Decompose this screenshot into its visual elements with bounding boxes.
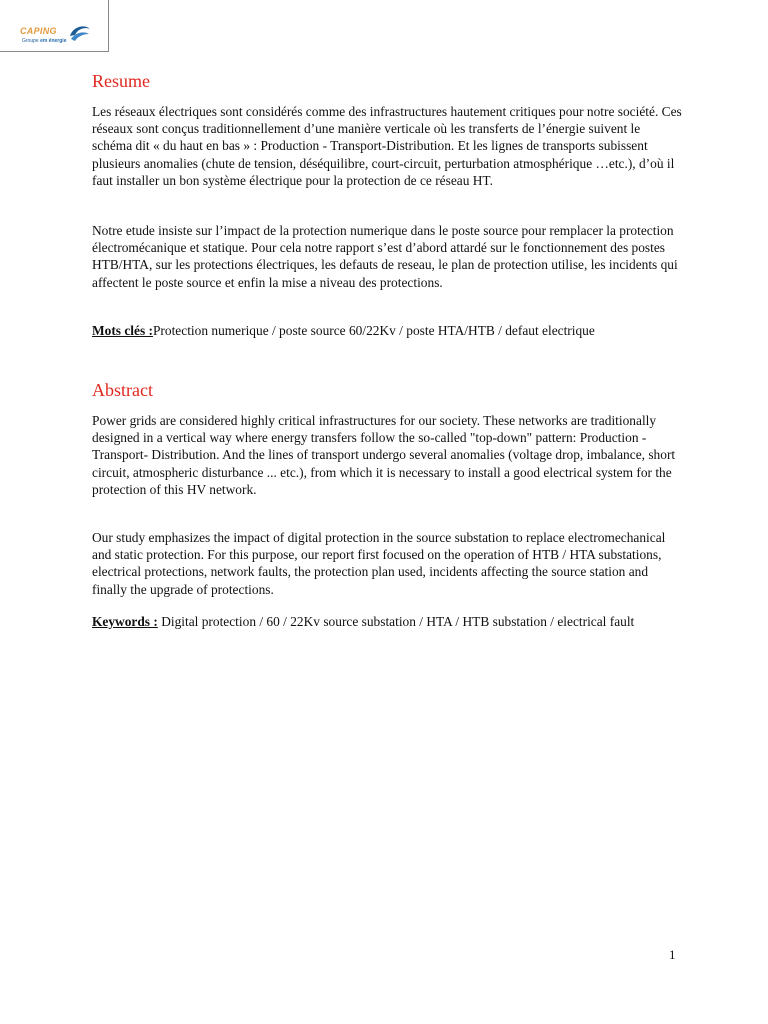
abstract-paragraph-2: Our study emphasizes the impact of digital protection in the source substation to replace electromechanical and static protection. For this purpose, our report first focused on the operation of HTB / HTA substations, electrical protections, network faults, the protection plan used, incidents affecting the source station and finally the upgrade of protections. (92, 530, 666, 597)
resume-title: Resume (92, 71, 150, 91)
abstract-title: Abstract (92, 380, 153, 400)
abstract-keywords-text: Digital protection / 60 / 22Kv source substation / HTA / HTB substation / electrical fault (157, 614, 635, 629)
resume-paragraph-1: Les réseaux électriques sont considérés comme des infrastructures hautement critiques pour notre société. Ces réseaux sont conçus traditionnellement d’une manière verticale où les transferts de l’énergie suivent le schéma dit « du haut en bas » : Production - Transport-Distribution. Et les lignes de transports subissent plusieurs anomalies (chute de tension, déséquilibre, court-circuit, perturbation atmosphérique …etc.), d’où il faut installer un bon système électrique pour la protection de ce réseau HT. (92, 104, 682, 188)
abstract-paragraph-1: Power grids are considered highly critical infrastructures for our society. These networks are traditionally designed in a vertical way where energy transfers follow the so-called "top-down" pattern: Production - Transport- Distribution. And the lines of transport undergo several anomalies (voltage drop, imbalance, short circuit, atmospheric disturbance ... etc.), from which it is necessary to install a good electrical system for the protection of this HV network. (92, 413, 676, 497)
company-logo (0, 0, 109, 52)
resume-keywords-text: Protection numerique / poste source 60/22Kv / poste HTA/HTB / defaut electrique (152, 323, 595, 338)
logo-tagline (22, 38, 66, 44)
abstract-keywords-label: Keywords : (92, 614, 158, 629)
abstract-keywords (92, 613, 682, 630)
logo-tagline-brand: em énergie (40, 38, 67, 44)
resume-keywords (92, 322, 682, 339)
resume-keywords-label: Mots clés : (92, 323, 153, 338)
wave-swirl-icon (67, 23, 93, 43)
page-number: 1 (669, 947, 676, 962)
resume-paragraph-2: Notre etude insiste sur l’impact de la protection numerique dans le poste source pour remplacer la protection électromécanique et statique. Pour cela notre rapport s’est d’abord attardé sur le fonctionnement des postes HTB/HTA, sur les protections électriques, les defauts de reseau, le plan de protection utilise, les incidents qui affectent le poste source et enfin la mise a niveau des protections. (92, 223, 678, 290)
logo-tagline-prefix: Groupe (22, 38, 39, 44)
logo-name: CAPING (20, 26, 57, 36)
